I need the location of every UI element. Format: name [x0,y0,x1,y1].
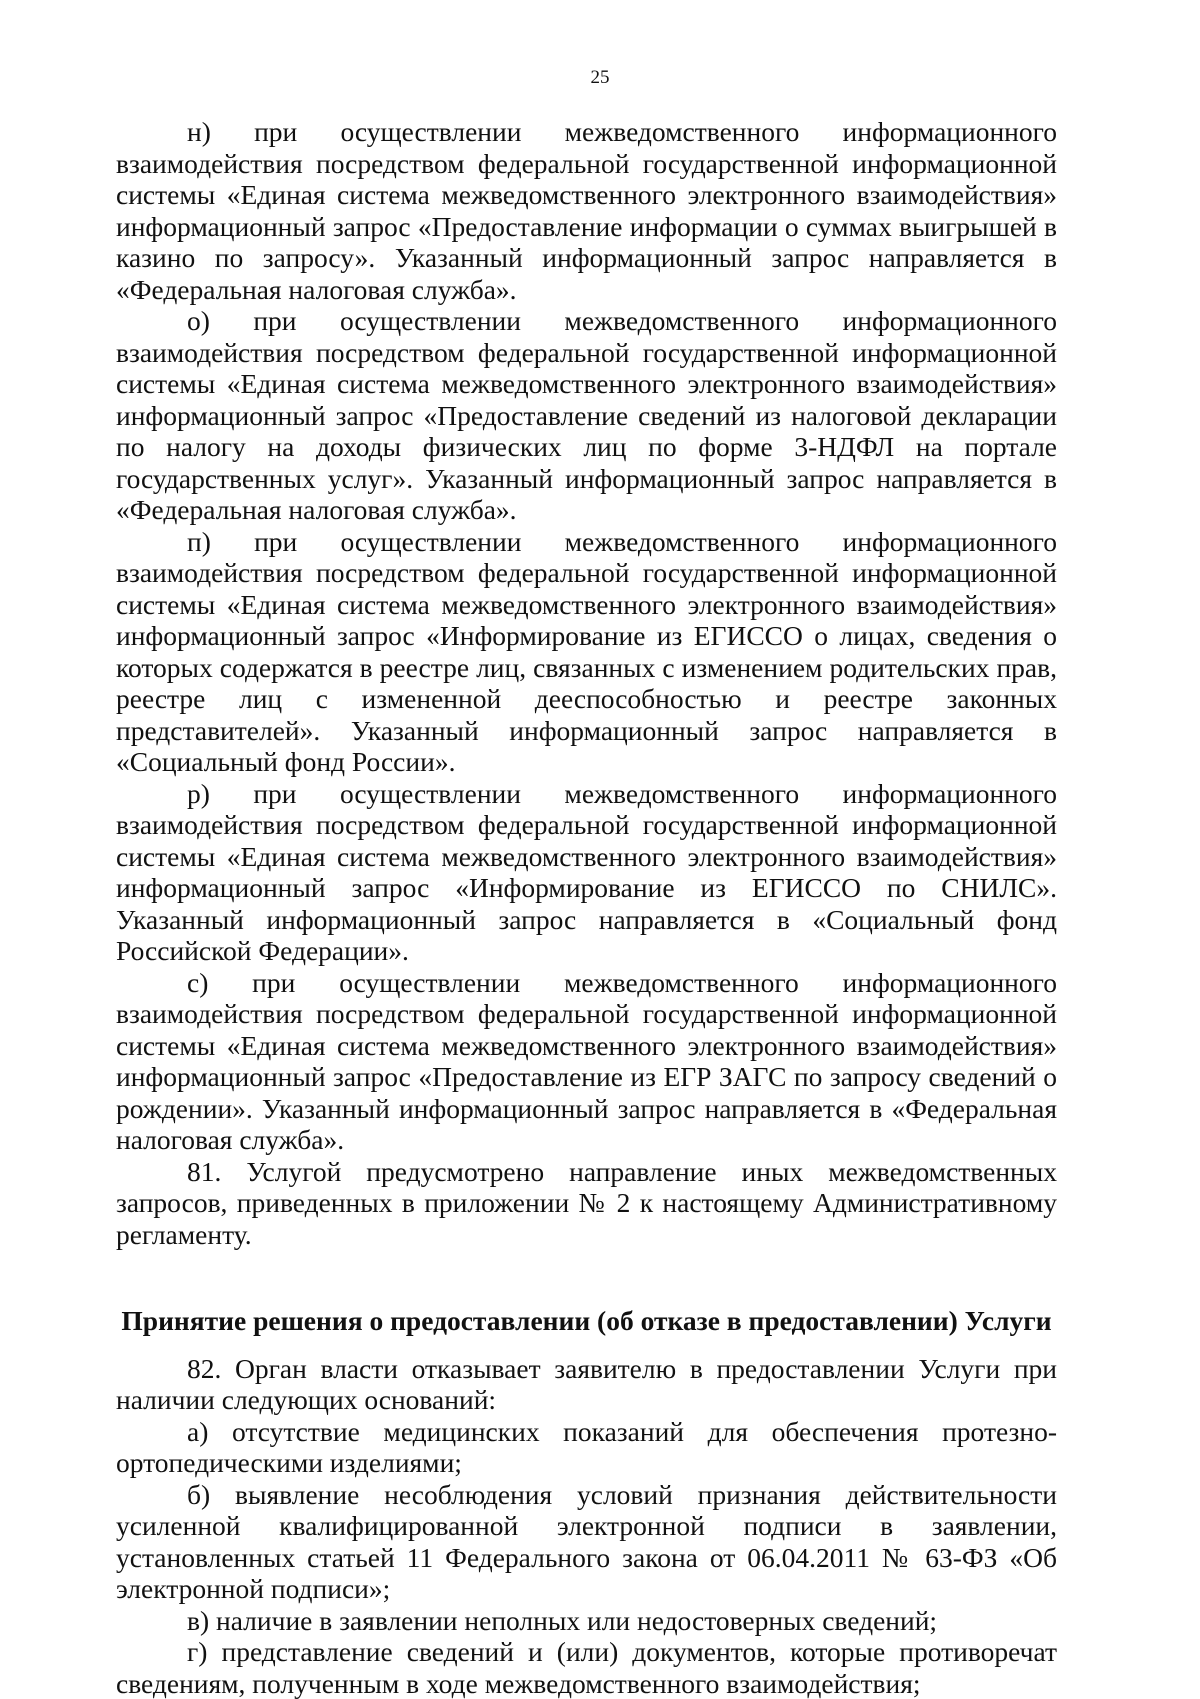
paragraph-82: 82. Орган власти отказывает заявителю в предоставлении Услуги при наличии следующих оснований: [116,1352,1057,1415]
page-number: 25 [590,67,610,88]
paragraph-82-v: в) наличие в заявлении неполных или недостоверных сведений; [187,1604,938,1636]
document-body [116,116,1057,1699]
paragraph-r: р) при осуществлении межведомственного информационного взаимодействия посредством федеральной государственной информационной системы «Единая система межведомственного электронного взаимодействия» информационный запрос «Информирование из ЕГИССО по СНИЛС». Указанный информационный запрос направляется в «Социальный фонд Российской Федерации». [116,777,1057,966]
paragraph-81: 81. Услугой предусмотрено направление иных межведомственных запросов, приведенных в приложении № 2 к настоящему Административному регламенту. [116,1155,1057,1250]
paragraph-s: с) при осуществлении межведомственного информационного взаимодействия посредством федеральной государственной информационной системы «Единая система межведомственного электронного взаимодействия» информационный запрос «Предоставление из ЕГР ЗАГС по запросу сведений о рождении». Указанный информационный запрос направляется в «Федеральная налоговая служба». [116,966,1057,1155]
paragraph-82-b: б) выявление несоблюдения условий признания действительности усиленной квалифицированной электронной подписи в заявлении, установленных статьей 11 Федерального закона от 06.04.2011 № 63-ФЗ «Об электронной подписи»; [116,1478,1057,1604]
section-heading: Принятие решения о предоставлении (об отказе в предоставлении) Услуги [121,1305,1052,1336]
paragraph-82-g: г) представление сведений и (или) документов, которые противоречат сведениям, полученным в ходе межведомственного взаимодействия; [116,1636,1057,1699]
paragraph-82-a: а) отсутствие медицинских показаний для обеспечения протезно-ортопедическими изделиями; [116,1415,1057,1478]
paragraph-n: н) при осуществлении межведомственного информационного взаимодействия посредством федеральной государственной информационной системы «Единая система межведомственного электронного взаимодействия» информационный запрос «Предоставление информации о суммах выигрышей в казино по запросу». Указанный информационный запрос направляется в «Федеральная налоговая служба». [116,116,1057,305]
paragraph-p: п) при осуществлении межведомственного информационного взаимодействия посредством федеральной государственной информационной системы «Единая система межведомственного электронного взаимодействия» информационный запрос «Информирование из ЕГИССО о лицах, сведения о которых содержатся в реестре лиц, связанных с изменением родительских прав, реестре лиц с измененной дееспособностью и реестре законных представителей». Указанный информационный запрос направляется в «Социальный фонд России». [116,525,1057,777]
paragraph-o: о) при осуществлении межведомственного информационного взаимодействия посредством федеральной государственной информационной системы «Единая система межведомственного электронного взаимодействия» информационный запрос «Предоставление сведений из налоговой декларации по налогу на доходы физических лиц по форме 3-НДФЛ на портале государственных услуг». Указанный информационный запрос направляется в «Федеральная налоговая служба». [116,305,1057,525]
